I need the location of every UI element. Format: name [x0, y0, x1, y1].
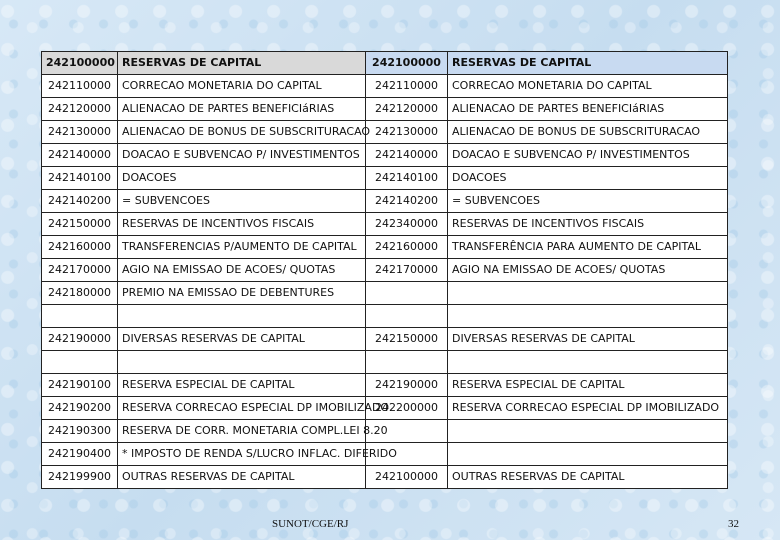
right-code-cell: 242130000 — [366, 121, 448, 144]
table-row — [42, 420, 728, 443]
left-description-cell: RESERVA ESPECIAL DE CAPITAL — [118, 374, 366, 397]
header-right-code: 242100000 — [366, 52, 448, 75]
left-code-cell: 242180000 — [42, 282, 118, 305]
right-code-cell: 242120000 — [366, 98, 448, 121]
right-description-cell: RESERVA ESPECIAL DE CAPITAL — [448, 374, 728, 397]
left-description-cell: ALIENACAO DE BONUS DE SUBSCRITURACAO — [118, 121, 366, 144]
left-description-cell: ALIENACAO DE PARTES BENEFICIáRIAS — [118, 98, 366, 121]
right-code-cell: 242340000 — [366, 213, 448, 236]
right-description-cell: OUTRAS RESERVAS DE CAPITAL — [448, 466, 728, 489]
table-row — [42, 144, 728, 167]
table-row — [42, 167, 728, 190]
left-description-cell: RESERVA CORRECAO ESPECIAL DP IMOBILIZADO — [118, 397, 366, 420]
table-header-row — [42, 52, 728, 75]
right-code-cell — [366, 351, 448, 374]
left-code-cell: 242120000 — [42, 98, 118, 121]
table-row — [42, 443, 728, 466]
left-description-cell: CORRECAO MONETARIA DO CAPITAL — [118, 75, 366, 98]
left-description-cell: TRANSFERENCIAS P/AUMENTO DE CAPITAL — [118, 236, 366, 259]
right-description-cell: DOACAO E SUBVENCAO P/ INVESTIMENTOS — [448, 144, 728, 167]
header-left-code: 242100000 — [42, 52, 118, 75]
left-description-cell: = SUBVENCOES — [118, 190, 366, 213]
table-row — [42, 121, 728, 144]
left-code-cell: 242160000 — [42, 236, 118, 259]
table-row — [42, 374, 728, 397]
left-code-cell: 242140100 — [42, 167, 118, 190]
right-description-cell — [448, 443, 728, 466]
left-description-cell: OUTRAS RESERVAS DE CAPITAL — [118, 466, 366, 489]
footer-text: SUNOT/CGE/RJ — [272, 518, 349, 530]
right-description-cell: RESERVA CORRECAO ESPECIAL DP IMOBILIZADO — [448, 397, 728, 420]
right-description-cell — [448, 351, 728, 374]
left-code-cell: 242199900 — [42, 466, 118, 489]
left-description-cell — [118, 305, 366, 328]
left-description-cell: RESERVAS DE INCENTIVOS FISCAIS — [118, 213, 366, 236]
left-code-cell: 242140000 — [42, 144, 118, 167]
right-code-cell — [366, 282, 448, 305]
table-body — [42, 52, 728, 489]
right-code-cell: 242140200 — [366, 190, 448, 213]
left-code-cell — [42, 351, 118, 374]
table-row — [42, 98, 728, 121]
table-row — [42, 466, 728, 489]
right-code-cell: 242200000 — [366, 397, 448, 420]
table-row — [42, 397, 728, 420]
left-code-cell — [42, 305, 118, 328]
table-row — [42, 282, 728, 305]
table-row — [42, 75, 728, 98]
left-description-cell: DIVERSAS RESERVAS DE CAPITAL — [118, 328, 366, 351]
page-number: 32 — [728, 518, 739, 530]
right-code-cell: 242140100 — [366, 167, 448, 190]
left-code-cell: 242190300 — [42, 420, 118, 443]
left-description-cell: DOACAO E SUBVENCAO P/ INVESTIMENTOS — [118, 144, 366, 167]
left-code-cell: 242140200 — [42, 190, 118, 213]
right-code-cell — [366, 305, 448, 328]
left-code-cell: 242190200 — [42, 397, 118, 420]
left-code-cell: 242150000 — [42, 213, 118, 236]
right-description-cell — [448, 282, 728, 305]
left-description-cell — [118, 351, 366, 374]
right-description-cell: AGIO NA EMISSAO DE ACOES/ QUOTAS — [448, 259, 728, 282]
right-code-cell: 242190000 — [366, 374, 448, 397]
right-code-cell: 242170000 — [366, 259, 448, 282]
left-description-cell: * IMPOSTO DE RENDA S/LUCRO INFLAC. DIFERIDO — [118, 443, 366, 466]
left-code-cell: 242170000 — [42, 259, 118, 282]
right-code-cell: 242160000 — [366, 236, 448, 259]
left-code-cell: 242190100 — [42, 374, 118, 397]
left-code-cell: 242190400 — [42, 443, 118, 466]
right-code-cell: 242150000 — [366, 328, 448, 351]
right-description-cell: = SUBVENCOES — [448, 190, 728, 213]
right-description-cell: DIVERSAS RESERVAS DE CAPITAL — [448, 328, 728, 351]
left-description-cell: PREMIO NA EMISSAO DE DEBENTURES — [118, 282, 366, 305]
header-left-description: RESERVAS DE CAPITAL — [118, 52, 366, 75]
right-code-cell: 242110000 — [366, 75, 448, 98]
right-description-cell: CORRECAO MONETARIA DO CAPITAL — [448, 75, 728, 98]
accounts-mapping-table — [41, 51, 728, 489]
table-row — [42, 236, 728, 259]
table-row — [42, 351, 728, 374]
right-description-cell: ALIENACAO DE PARTES BENEFICIáRIAS — [448, 98, 728, 121]
right-description-cell: TRANSFERÊNCIA PARA AUMENTO DE CAPITAL — [448, 236, 728, 259]
table-row — [42, 190, 728, 213]
left-description-cell: RESERVA DE CORR. MONETARIA COMPL.LEI 8.20 — [118, 420, 366, 443]
right-code-cell: 242100000 — [366, 466, 448, 489]
left-description-cell: DOACOES — [118, 167, 366, 190]
left-code-cell: 242110000 — [42, 75, 118, 98]
table-row — [42, 305, 728, 328]
right-description-cell — [448, 305, 728, 328]
left-description-cell: AGIO NA EMISSAO DE ACOES/ QUOTAS — [118, 259, 366, 282]
right-description-cell — [448, 420, 728, 443]
right-code-cell: 242140000 — [366, 144, 448, 167]
right-description-cell: RESERVAS DE INCENTIVOS FISCAIS — [448, 213, 728, 236]
table-row — [42, 328, 728, 351]
header-right-description: RESERVAS DE CAPITAL — [448, 52, 728, 75]
left-code-cell: 242130000 — [42, 121, 118, 144]
right-description-cell: DOACOES — [448, 167, 728, 190]
right-description-cell: ALIENACAO DE BONUS DE SUBSCRITURACAO — [448, 121, 728, 144]
table-row — [42, 213, 728, 236]
table-row — [42, 259, 728, 282]
left-code-cell: 242190000 — [42, 328, 118, 351]
